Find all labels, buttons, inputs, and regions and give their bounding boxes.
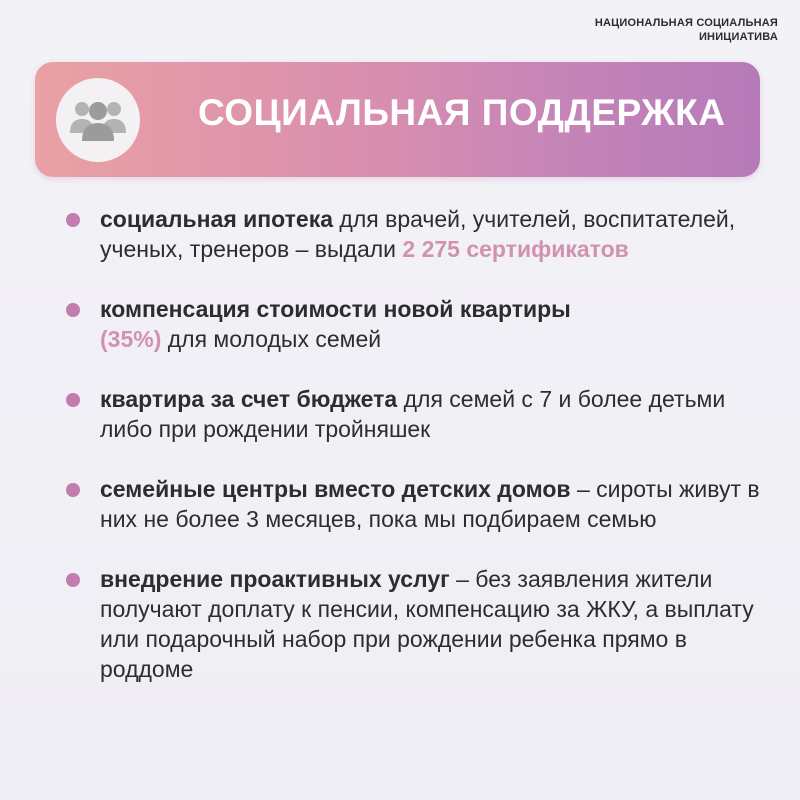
- item-text: – сироты живут в них не более 3 месяцев, пока мы подбираем семью: [100, 476, 760, 532]
- item-heading: социальная ипотека: [100, 206, 334, 232]
- bullet-dot: [66, 303, 80, 317]
- item-heading: семейные центры вместо детских домов: [100, 476, 571, 502]
- item-heading: внедрение проактивных услуг: [100, 566, 450, 592]
- bullet-dot: [66, 393, 80, 407]
- list-item: [64, 384, 764, 444]
- page-title: СОЦИАЛЬНАЯ ПОДДЕРЖКА: [198, 92, 726, 133]
- bullet-dot: [66, 213, 80, 227]
- item-text: для молодых семей: [161, 326, 382, 352]
- item-highlight: 2 275 сертификатов: [402, 236, 629, 262]
- list-item: [64, 474, 764, 534]
- item-highlight: (35%): [100, 326, 162, 352]
- brand-logo-text: [595, 16, 778, 44]
- support-list: [64, 204, 764, 684]
- list-item: [64, 294, 764, 354]
- item-text: для семей с 7 и более детьми либо при рождении тройняшек: [100, 386, 726, 442]
- item-heading: квартира за счет бюджета: [100, 386, 398, 412]
- item-heading: компенсация стоимости новой квартиры: [100, 296, 571, 322]
- list-item: [64, 204, 764, 264]
- item-text: для врачей, учителей, воспитателей, ученых, тренеров – выдали: [100, 206, 736, 262]
- bullet-dot: [66, 573, 80, 587]
- brand-line-1: НАЦИОНАЛЬНАЯ СОЦИАЛЬНАЯ: [594, 17, 778, 29]
- bullet-dot: [66, 483, 80, 497]
- item-text: – без заявления жители получают доплату к пенсии, компенсацию за ЖКУ, а выплату или подарочный набор при рождении ребенка прямо в роддоме: [100, 566, 754, 682]
- list-item: [64, 564, 764, 684]
- brand-line-2: ИНИЦИАТИВА: [698, 31, 778, 43]
- people-group-icon: [56, 78, 140, 162]
